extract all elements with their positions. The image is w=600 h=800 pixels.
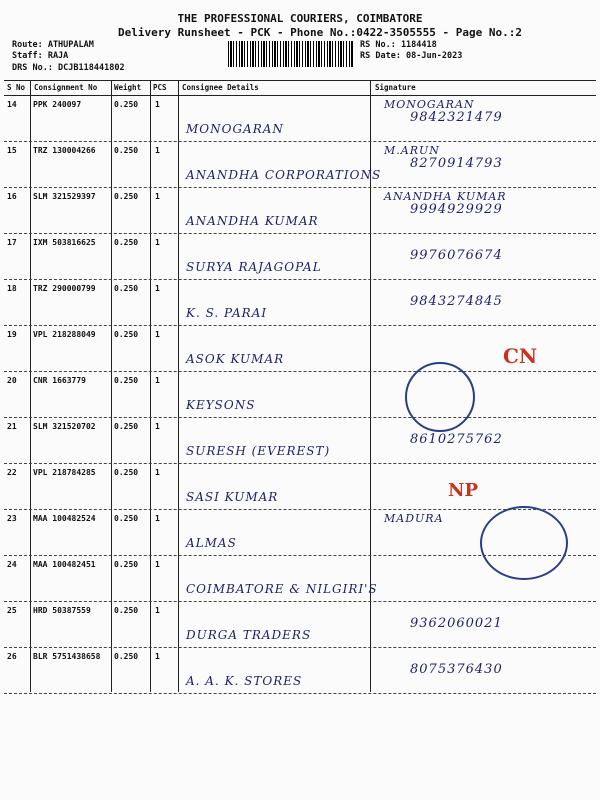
signature-phone: 9843274845 (410, 294, 503, 309)
weight-cell: 0.250 (114, 422, 139, 431)
pcs-cell: 1 (155, 468, 160, 477)
col-header-sno: S No (7, 83, 26, 92)
table-row (0, 96, 600, 142)
sno-cell: 24 (7, 560, 17, 569)
weight-cell: 0.250 (114, 100, 139, 109)
consignee-handwriting: ANANDHA CORPORATIONS (186, 168, 382, 182)
staff-label: Staff: RAJA (12, 51, 69, 61)
sno-cell: 15 (7, 146, 17, 155)
weight-cell: 0.250 (114, 330, 139, 339)
pcs-cell: 1 (155, 376, 160, 385)
sno-cell: 17 (7, 238, 17, 247)
consignee-handwriting: MONOGARAN (186, 122, 284, 136)
weight-cell: 0.250 (114, 146, 139, 155)
weight-cell: 0.250 (114, 652, 139, 661)
table-row (0, 372, 600, 418)
col-header-weight: Weight (114, 83, 142, 92)
table-row (0, 280, 600, 326)
rs-date-label: RS Date: 08-Jun-2023 (360, 51, 463, 61)
table-top-border (4, 80, 596, 81)
col-header-consignment: Consignment No (34, 83, 98, 92)
weight-cell: 0.250 (114, 284, 139, 293)
consignee-handwriting: ALMAS (186, 536, 237, 550)
signature-name: MADURA (384, 512, 444, 525)
pcs-cell: 1 (155, 560, 160, 569)
consignment-cell: TRZ 130004266 (33, 146, 96, 155)
table-row (0, 142, 600, 188)
sno-cell: 21 (7, 422, 17, 431)
rs-no-label: RS No.: 1184418 (360, 40, 437, 50)
signature-phone: 9362060021 (410, 616, 503, 631)
col-header-pcs: PCS (153, 83, 167, 92)
signature-phone: 9976076674 (410, 248, 503, 263)
signature-name: MONOGARAN (384, 98, 475, 111)
weight-cell: 0.250 (114, 192, 139, 201)
weight-cell: 0.250 (114, 514, 139, 523)
pcs-cell: 1 (155, 100, 160, 109)
pcs-cell: 1 (155, 284, 160, 293)
sno-cell: 25 (7, 606, 17, 615)
sno-cell: 22 (7, 468, 17, 477)
row-separator (4, 693, 596, 694)
weight-cell: 0.250 (114, 560, 139, 569)
signature-phone: 9994929929 (410, 202, 503, 217)
sno-cell: 18 (7, 284, 17, 293)
consignment-cell: MAA 100482451 (33, 560, 96, 569)
consignee-handwriting: K. S. PARAI (186, 306, 268, 320)
table-row (0, 234, 600, 280)
consignee-handwriting: COIMBATORE & NILGIRI'S (186, 582, 378, 596)
weight-cell: 0.250 (114, 606, 139, 615)
pcs-cell: 1 (155, 652, 160, 661)
cn-mark: CN (503, 344, 538, 368)
consignment-cell: PPK 240097 (33, 100, 82, 109)
consignment-cell: VPL 218784285 (33, 468, 96, 477)
col-header-consignee: Consignee Details (182, 83, 259, 92)
drs-label: DRS No.: DCJB118441802 (12, 63, 125, 73)
consignee-handwriting: ASOK KUMAR (186, 352, 285, 366)
sno-cell: 20 (7, 376, 17, 385)
consignment-cell: MAA 100482524 (33, 514, 96, 523)
consignment-cell: SLM 321520702 (33, 422, 96, 431)
signature-name: ANANDHA KUMAR (384, 190, 507, 203)
consignee-handwriting: SURYA RAJAGOPAL (186, 260, 322, 274)
weight-cell: 0.250 (114, 376, 139, 385)
pcs-cell: 1 (155, 238, 160, 247)
consignment-cell: CNR 1663779 (33, 376, 86, 385)
sno-cell: 16 (7, 192, 17, 201)
table-row (0, 464, 600, 510)
table-row (0, 648, 600, 694)
pcs-cell: 1 (155, 514, 160, 523)
consignee-handwriting: DURGA TRADERS (186, 628, 312, 642)
signature-phone: 8610275762 (410, 432, 503, 447)
consignment-cell: BLR 5751438658 (33, 652, 101, 661)
sno-cell: 14 (7, 100, 17, 109)
consignment-cell: HRD 50387559 (33, 606, 91, 615)
weight-cell: 0.250 (114, 238, 139, 247)
signature-name: M.ARUN (384, 144, 440, 157)
consignee-handwriting: ANANDHA KUMAR (186, 214, 319, 228)
table-row (0, 188, 600, 234)
route-label: Route: ATHUPALAM (12, 40, 94, 50)
signature-phone: 9842321479 (410, 110, 503, 125)
page-subtitle: Delivery Runsheet - PCK - Phone No.:0422-3505555 - Page No.:2 (118, 26, 522, 39)
pcs-cell: 1 (155, 330, 160, 339)
pcs-cell: 1 (155, 422, 160, 431)
page-title: THE PROFESSIONAL COURIERS, COIMBATORE (177, 12, 423, 25)
np-mark: NP (448, 480, 478, 501)
pcs-cell: 1 (155, 606, 160, 615)
sno-cell: 26 (7, 652, 17, 661)
weight-cell: 0.250 (114, 468, 139, 477)
sno-cell: 19 (7, 330, 17, 339)
signature-phone: 8270914793 (410, 156, 503, 171)
table-row (0, 418, 600, 464)
consignee-handwriting: KEYSONS (186, 398, 256, 412)
table-row (0, 602, 600, 648)
consignment-cell: IXM 503816625 (33, 238, 96, 247)
consignment-cell: VPL 218288049 (33, 330, 96, 339)
signature-phone: 8075376430 (410, 662, 503, 677)
consignee-handwriting: SASI KUMAR (186, 490, 279, 504)
barcode (228, 41, 354, 67)
company-stamp (405, 362, 475, 432)
sno-cell: 23 (7, 514, 17, 523)
consignment-cell: TRZ 290000799 (33, 284, 96, 293)
consignment-cell: SLM 321529397 (33, 192, 96, 201)
company-stamp (480, 506, 568, 580)
col-header-signature: Signature (375, 83, 416, 92)
consignee-handwriting: A. A. K. STORES (186, 674, 303, 688)
consignee-handwriting: SURESH (EVEREST) (186, 444, 331, 458)
pcs-cell: 1 (155, 146, 160, 155)
pcs-cell: 1 (155, 192, 160, 201)
